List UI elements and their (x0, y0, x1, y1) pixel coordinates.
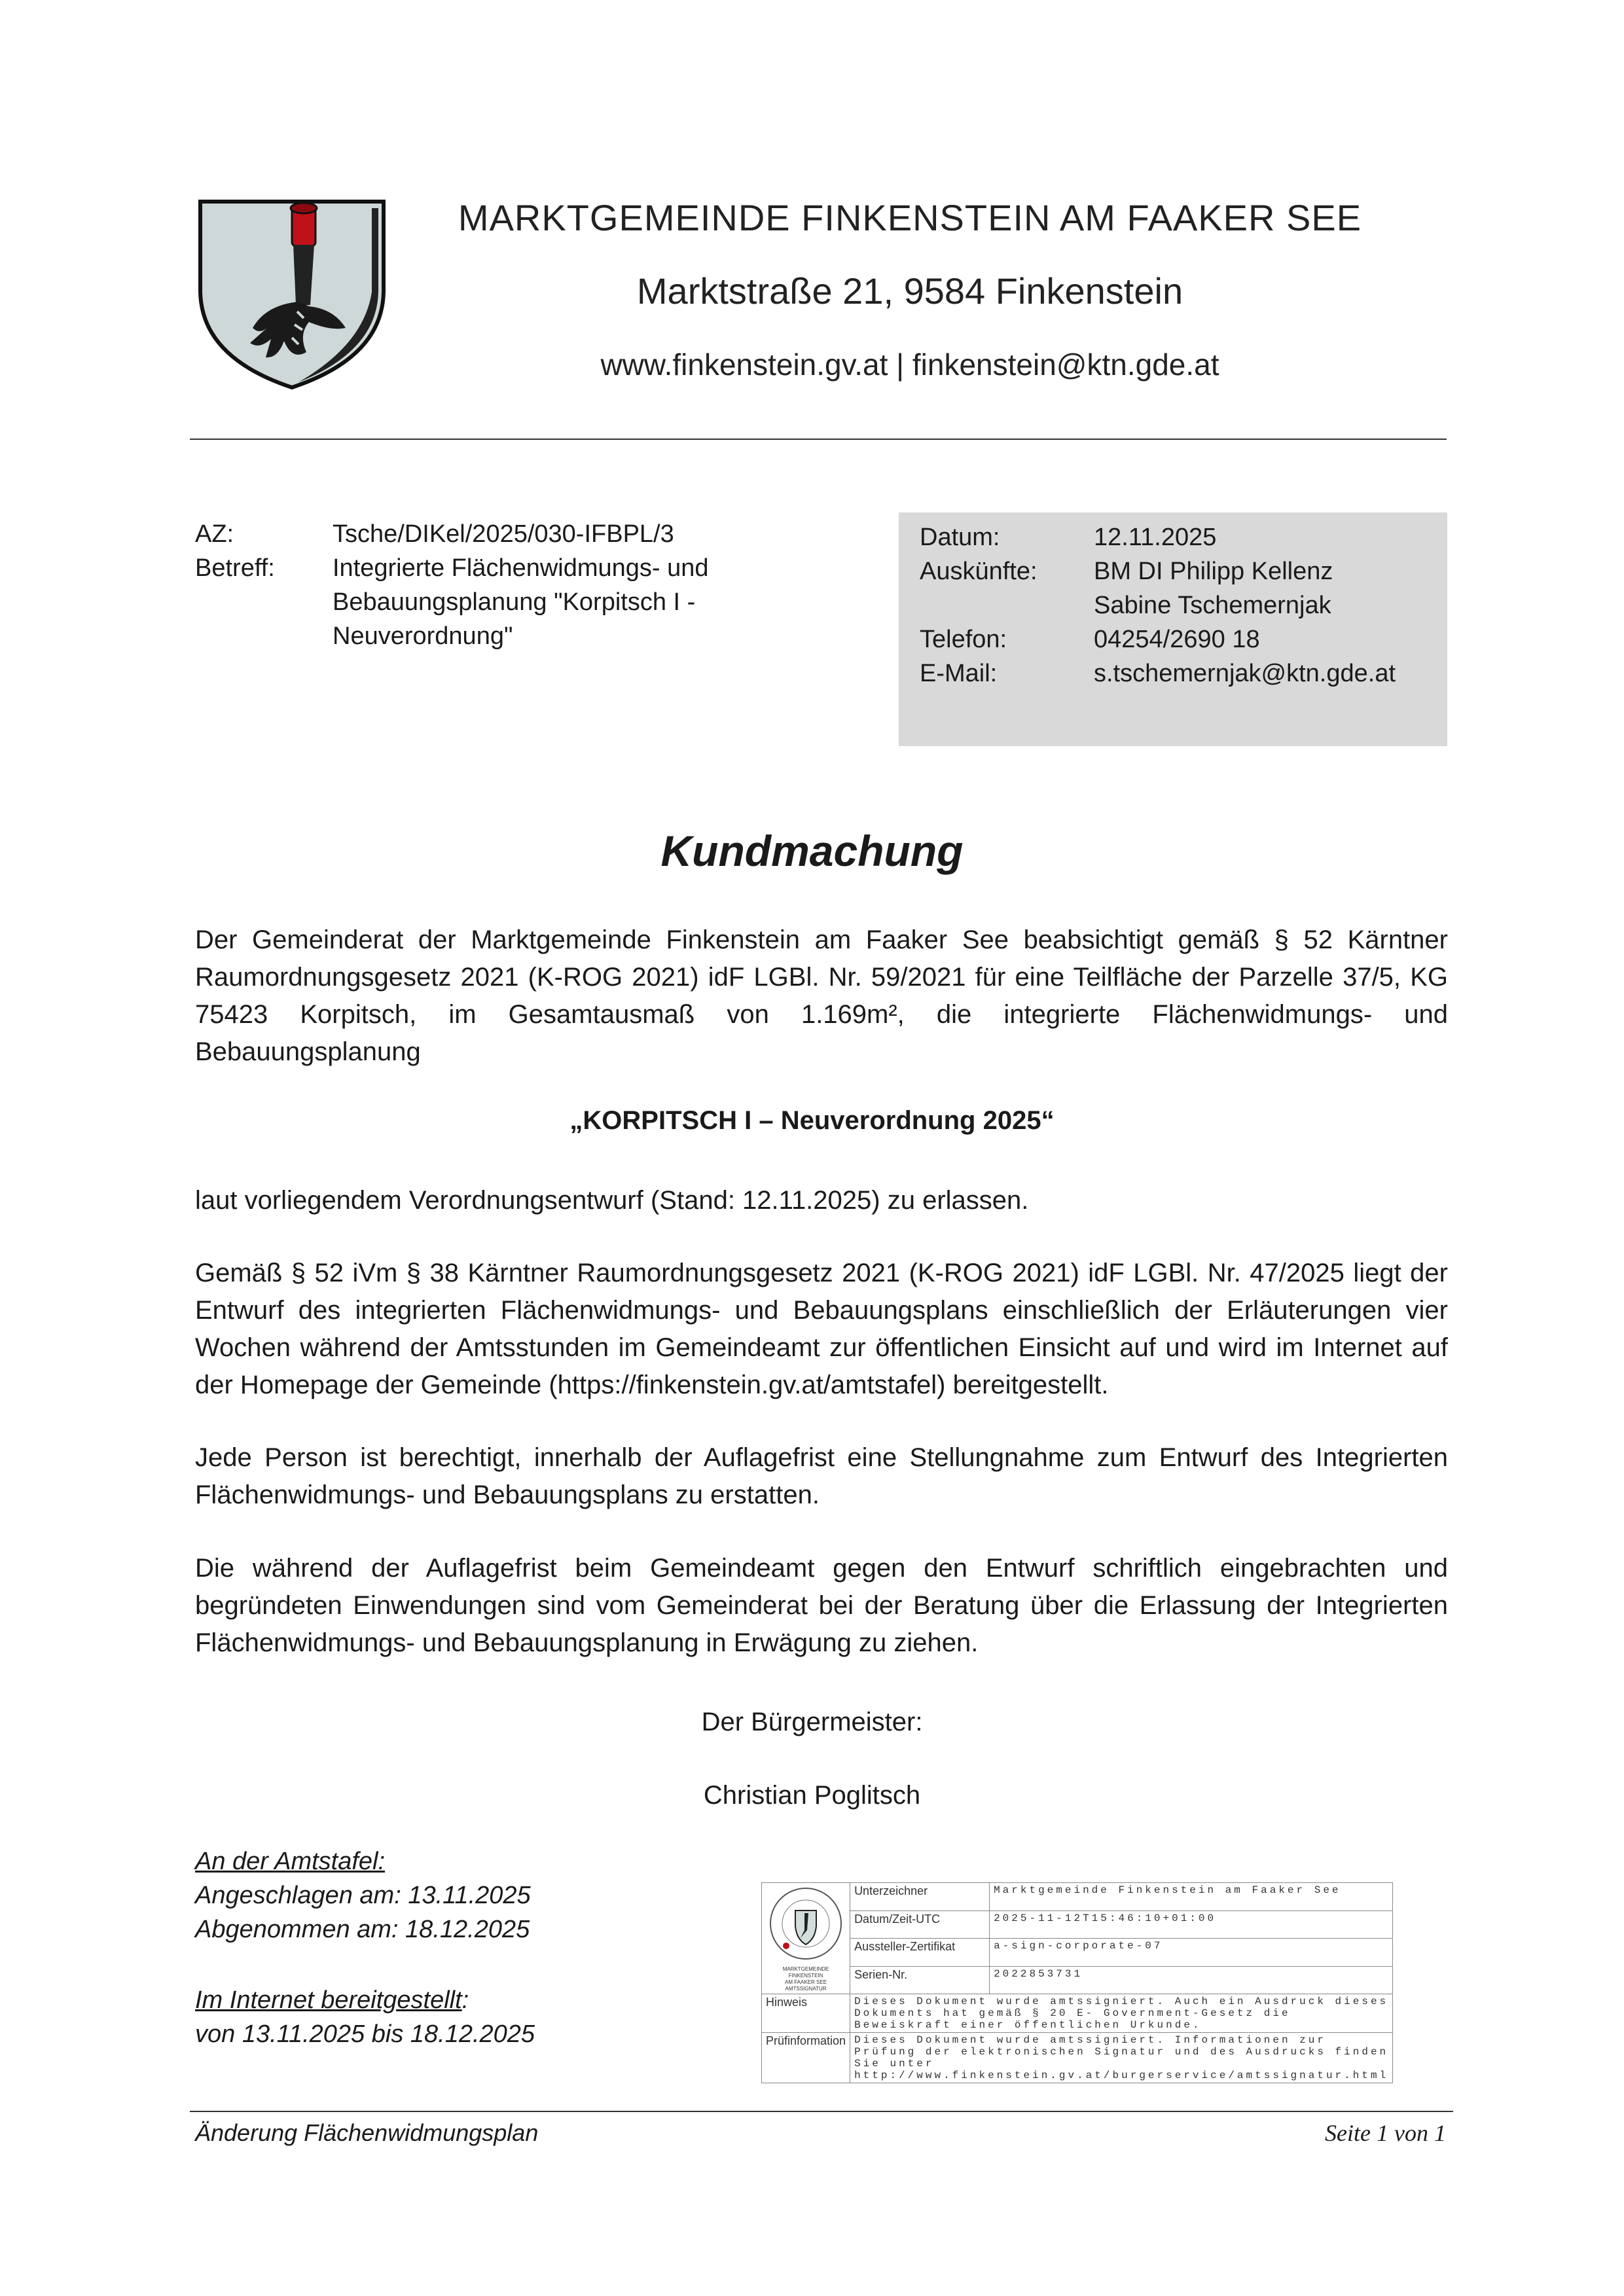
signer-value: Marktgemeinde Finkenstein am Faaker See (990, 1883, 1393, 1911)
certificate-label: Aussteller-Zertifikat (850, 1939, 990, 1967)
email-label: E-Mail: (920, 660, 998, 687)
notice-value: Dieses Dokument wurde amtssigniert. Auch ein Ausdruck dieses Dokuments hat gemäß § 20 E- Government-Gesetz die Beweiskraft einer öffentlichen Urkunde. (850, 1994, 1393, 2033)
footer-page-number: Seite 1 von 1 (1325, 2120, 1446, 2146)
posted-date: Angeschlagen am: 13.11.2025 (195, 1882, 531, 1909)
amtstafel-label: An der Amtstafel: (195, 1848, 386, 1875)
municipality-name: MARKTGEMEINDE FINKENSTEIN AM FAAKER SEE (458, 197, 1362, 238)
removed-date: Abgenommen am: 18.12.2025 (195, 1916, 530, 1943)
phone-label: Telefon: (920, 626, 1007, 653)
contact-row (899, 554, 1447, 588)
contact-info-box (899, 512, 1447, 746)
internet-label: Im Internet bereitgestellt (195, 1986, 462, 2014)
municipality-address: Marktstraße 21, 9584 Finkenstein (636, 270, 1183, 312)
official-seal (762, 1883, 850, 1994)
subject-row (195, 551, 725, 653)
subject-value: Integrierte Flächenwidmungs- und Bebauungsplanung "Korpitsch I - Neuverordnung" (333, 554, 709, 650)
seal-icon (767, 1884, 845, 1963)
reference-block (195, 517, 725, 653)
paragraph-display: Gemäß § 52 iVm § 38 Kärntner Raumordnungsgesetz 2021 (K-ROG 2021) idF LGBl. Nr. 47/2025 liegt der Entwurf des integrierten Flächenwidmungs- und Bebauungsplans einschließlich der Erläuterungen vier Wochen während der Amtsstunden im Gemeindeamt zur öffentlichen Einsicht auf und wird im Internet auf der Homepage der Gemeinde (https://finkenstein.gv.at/amtstafel) bereitgestellt. (195, 1259, 1448, 1399)
date-row (899, 520, 1447, 554)
paragraph-draft: laut vorliegendem Verordnungsentwurf (Stand: 12.11.2025) zu erlassen. (195, 1186, 1029, 1215)
paragraph-statement-right: Jede Person ist berechtigt, innerhalb der Auflagefrist eine Stellungnahme zum Entwurf des Integrierten Flächenwidmungs- und Bebauungsplans zu erstatten. (195, 1443, 1448, 1509)
contact-label: Auskünfte: (920, 558, 1038, 585)
signer-label: Unterzeichner (850, 1883, 990, 1911)
seal-caption-bottom: AMTSSIGNATUR (785, 1986, 827, 1992)
serial-label: Serien-Nr. (850, 1966, 990, 1994)
verification-label: Prüfinformation (762, 2033, 850, 2083)
phone-row (899, 622, 1447, 656)
contact-person-1: BM DI Philipp Kellenz (1094, 558, 1333, 585)
seal-caption-top: MARKTGEMEINDE FINKENSTEIN (782, 1966, 829, 1979)
internet-period: von 13.11.2025 bis 18.12.2025 (195, 2020, 535, 2048)
municipality-contact-line: www.finkenstein.gv.at | finkenstein@ktn.gde.at (600, 348, 1219, 382)
header-divider (190, 439, 1447, 440)
footer-divider (190, 2111, 1453, 2112)
coat-of-arms-logo (194, 194, 390, 390)
signatory-role: Der Bürgermeister: (701, 1708, 923, 1736)
seal-caption-mid: AM FAAKER SEE (785, 1979, 827, 1985)
signatory-name: Christian Poglitsch (703, 1781, 921, 1810)
az-row (195, 517, 725, 551)
email-value: s.tschemernjak@ktn.gde.at (1094, 660, 1396, 687)
phone-value: 04254/2690 18 (1094, 626, 1260, 653)
contact-row-2 (899, 588, 1447, 622)
internet-colon: : (461, 1986, 469, 2014)
footer-document-type: Änderung Flächenwidmungsplan (195, 2119, 539, 2146)
az-value: Tsche/DIKel/2025/030-IFBPL/3 (333, 520, 674, 548)
plan-title: „KORPITSCH I – Neuverordnung 2025“ (569, 1106, 1055, 1135)
paragraph-intent: Der Gemeinderat der Marktgemeinde Finkenstein am Faaker See beabsichtigt gemäß § 52 Kärntner Raumordnungsgesetz 2021 (K-ROG 2021) idF LGBl. Nr. 59/2021 für eine Teilfläche der Parzelle 37/5, KG 75423 Korpitsch, im Gesamtausmaß von 1.169m², die integrierte Flächenwidmungs- und Bebauungsplanung (195, 925, 1448, 1066)
az-label: AZ: (195, 520, 234, 548)
datetime-label: Datum/Zeit-UTC (850, 1910, 990, 1939)
electronic-signature-block (761, 1882, 1393, 2083)
email-row (899, 656, 1447, 691)
date-label: Datum: (920, 524, 1000, 551)
serial-value: 2022853731 (990, 1966, 1393, 1994)
date-value: 12.11.2025 (1094, 524, 1217, 551)
contact-person-2: Sabine Tschemernjak (1094, 592, 1331, 619)
internet-notes (195, 1983, 535, 2051)
notice-label: Hinweis (762, 1994, 850, 2033)
verification-value: Dieses Dokument wurde amtssigniert. Informationen zur Prüfung der elektronischen Signatur und des Ausdrucks finden Sie unter http://www.finkenstein.gv.at/burgerservice/amtssignatur.html (850, 2033, 1393, 2083)
datetime-value: 2025-11-12T15:46:10+01:00 (990, 1910, 1393, 1939)
certificate-value: a-sign-corporate-07 (990, 1939, 1393, 1967)
document-title: Kundmachung (660, 827, 964, 875)
subject-label: Betreff: (195, 554, 275, 582)
paragraph-objections: Die während der Auflagefrist beim Gemeindeamt gegen den Entwurf schriftlich eingebrachten und begründeten Einwendungen sind vom Gemeinderat bei der Beratung über die Erlassung der Integrierten Flächenwidmungs- und Bebauungsplanung in Erwägung zu ziehen. (195, 1554, 1448, 1657)
amtstafel-notes (195, 1844, 531, 1946)
